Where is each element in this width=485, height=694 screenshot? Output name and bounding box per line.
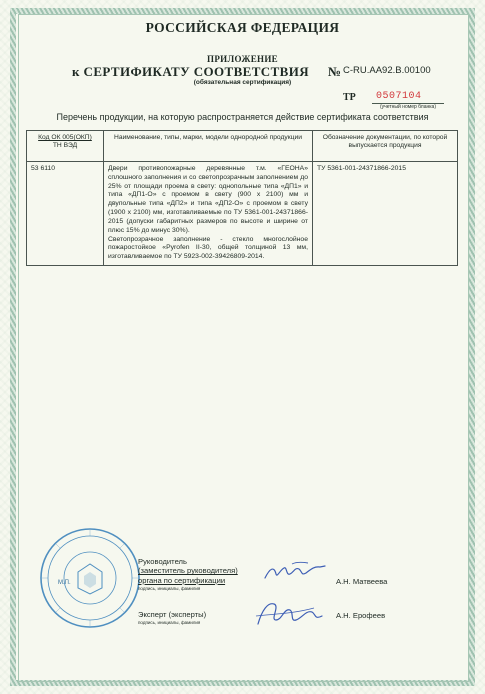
head-name: А.Н. Матвеева <box>336 577 388 586</box>
head-role-line3: органа по сертификации <box>138 575 226 585</box>
head-signature <box>262 560 328 584</box>
certificate-number: C-RU.AA92.B.00100 <box>343 65 431 76</box>
intro-text: Перечень продукции, на которую распространяется действие сертификата соответствия <box>56 112 429 122</box>
head-role-line1: Руководитель <box>138 557 187 566</box>
col-code-header-line2: ТН ВЭД <box>52 142 78 150</box>
col-code-header <box>27 131 104 162</box>
number-sign: № <box>328 64 342 79</box>
product-document: ТУ 5361-001-24371866-2015 <box>313 162 458 266</box>
table-row <box>27 162 458 266</box>
product-description-glazing: Светопрозрачное заполнение - стекло многослойное пожаростойкое «Pyrofen II-30, общей толщиной 13 мм, изготавливаемое по ТУ 5923-002-39426809-2014. <box>108 235 308 261</box>
product-table <box>26 130 458 266</box>
certificate-title: к СЕРТИФИКАТУ СООТВЕТСТВИЯ <box>72 64 310 79</box>
head-caption: подпись, инициалы, фамилия <box>138 586 201 592</box>
country-title: РОССИЙСКАЯ ФЕДЕРАЦИЯ <box>145 20 340 35</box>
expert-signature <box>252 596 328 630</box>
form-number-caption: (учетный номер бланка) <box>380 104 436 110</box>
col-name-header: Наименование, типы, марки, модели однородной продукции <box>104 131 313 162</box>
seal-stamp <box>38 526 142 630</box>
col-doc-header: Обозначение документации, по которой выпускается продукция <box>313 131 458 162</box>
head-role <box>138 557 238 585</box>
product-description-main: Двери противопожарные деревянные т.м. «ГЕОНА» сплошного заполнения и со светопрозрачным заполнением до 25% от площади проема в свету: однопольные типа «ДП1» и типа «ДП1-О» с проемом в свету (900 х 2100) мм и двупольные типа «ДП2» и типа «ДП2-О» с проемом в свету (1900 х 2100) мм, изготавливаемые по ТУ 5361-001-24371866-2015 (допуски габаритных размеров по высоте и ширине от плюс 15% до минус 30%). <box>108 165 308 234</box>
expert-name: А.Н. Ерофеев <box>336 611 386 620</box>
expert-caption: подпись, инициалы, фамилия <box>138 620 201 626</box>
mandatory-note: (обязательная сертификация) <box>193 79 292 86</box>
form-number: 0507104 <box>376 91 422 102</box>
tp-label: ТР <box>343 92 356 103</box>
expert-signature-block <box>138 610 206 625</box>
col-code-header-line1: Код ОК 005(ОКП) <box>38 134 92 141</box>
head-signature-block <box>138 557 238 591</box>
appendix-title: ПРИЛОЖЕНИЕ <box>207 54 278 64</box>
expert-role: Эксперт (эксперты) <box>138 610 207 619</box>
seal-label: М.П. <box>58 580 71 586</box>
product-description <box>104 162 313 266</box>
head-role-line2: (заместитель руководителя) <box>138 566 238 576</box>
product-code: 53 6110 <box>27 162 104 266</box>
table-header-row <box>27 131 458 162</box>
